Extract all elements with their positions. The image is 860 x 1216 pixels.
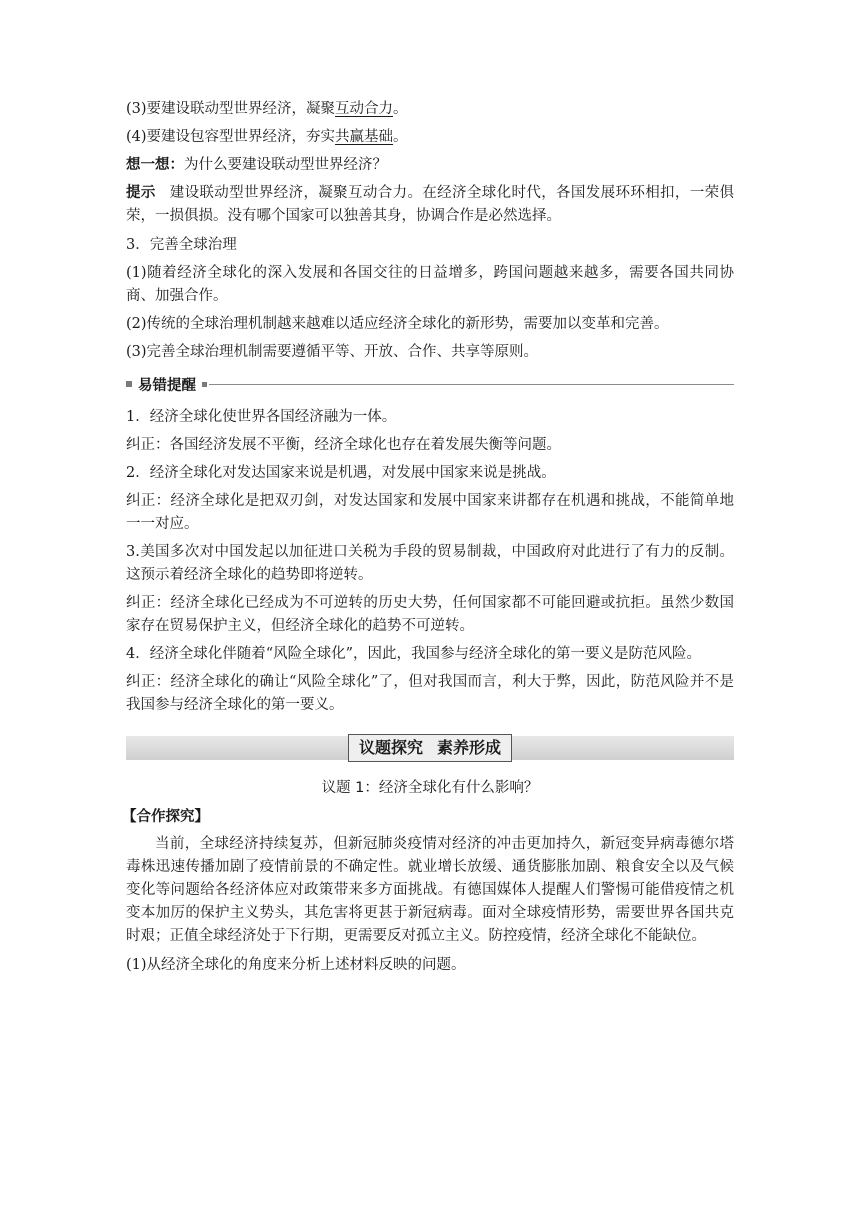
error-correction: 纠正：经济全球化是把双刃剑，对发达国家和发展中国家来讲都存在机遇和挑战，不能简单地一一对应。 <box>126 493 734 532</box>
governance-item: (1)随着经济全球化的深入发展和各国交往的日益增多，跨国问题越来越多，需要各国共同协商、加强合作。 <box>126 265 734 304</box>
error-correction: 纠正：各国经济发展不平衡，经济全球化也存在着发展失衡等问题。 <box>126 437 561 453</box>
error-correction: 纠正：经济全球化的确让“风险全球化”了，但对我国而言，利大于弊，因此，防范风险并不是我国参与经济全球化的第一要义。 <box>126 674 734 713</box>
square-bullet-icon <box>202 382 207 387</box>
topic-title: 议题 1：经济全球化有什么影响？ <box>321 780 539 796</box>
divider-line <box>209 384 734 385</box>
hint-paragraph: 提示 建设联动型世界经济，凝聚互动合力。在经济全球化时代，各国发展环环相扣，一荣俱荣，一损俱损。没有哪个国家可以独善其身，协调合作是必然选择。 <box>126 185 734 224</box>
governance-item: (2)传统的全球治理机制越来越难以适应经济全球化的新形势，需要加以变革和完善。 <box>126 316 669 332</box>
error-statement: 2．经济全球化对发达国家来说是机遇，对发展中国家来说是挑战。 <box>126 465 556 481</box>
point-3-line: (3)要建设联动型世界经济，凝聚互动合力。 <box>126 101 408 117</box>
error-statement: 1．经济全球化使世界各国经济融为一体。 <box>126 409 397 425</box>
document-page <box>122 98 734 983</box>
governance-heading: 3．完善全球治理 <box>126 237 237 253</box>
hint-label: 提示 <box>126 185 156 201</box>
underlined-term: 共赢基础 <box>335 129 394 145</box>
question-1: (1)从经济全球化的角度来分析上述材料反映的问题。 <box>126 957 466 973</box>
material-paragraph: 当前，全球经济持续复苏，但新冠肺炎疫情对经济的冲击更加持久，新冠变异病毒德尔塔毒株迅速传播加剧了疫情前景的不确定性。就业增长放缓、通货膨胀加剧、粮食安全以及气候变化等问题给各经济体应对政策带来多方面挑战。有德国媒体人提醒人们警惕可能借疫情之机变本加厉的保护主义势头，其危害将更甚于新冠病毒。面对全球疫情形势，需要世界各国共克时艰；正值全球经济处于下行期，更需要反对孤立主义。防控疫情，经济全球化不能缺位。 <box>126 836 734 944</box>
error-reminder-header <box>126 374 734 394</box>
error-reminder-label: 易错提醒 <box>138 377 196 394</box>
banner-right-label: 素养形成 <box>437 738 502 757</box>
think-label: 想一想： <box>126 157 184 173</box>
banner-box <box>348 734 512 762</box>
governance-item: (3)完善全球治理机制需要遵循平等、开放、合作、共享等原则。 <box>126 344 539 360</box>
section-banner <box>126 733 734 763</box>
banner-left-label: 议题探究 <box>358 738 423 757</box>
error-statement: 3.美国多次对中国发起以加征进口关税为手段的贸易制裁，中国政府对此进行了有力的反制。这预示着经济全球化的趋势即将逆转。 <box>126 544 734 583</box>
square-bullet-icon <box>126 381 132 387</box>
think-question: 想一想：为什么要建设联动型世界经济？ <box>126 157 387 173</box>
error-correction: 纠正：经济全球化已经成为不可逆转的历史大势，任何国家都不可能回避或抗拒。虽然少数国家存在贸易保护主义，但经济全球化的趋势不可逆转。 <box>126 595 734 634</box>
underlined-term: 互动合力 <box>335 101 394 117</box>
error-statement: 4．经济全球化伴随着“风险全球化”，因此，我国参与经济全球化的第一要义是防范风险。 <box>126 646 702 662</box>
point-4-line: (4)要建设包容型世界经济，夯实共赢基础。 <box>126 129 408 145</box>
coop-explore-label: 【合作探究】 <box>122 809 209 825</box>
